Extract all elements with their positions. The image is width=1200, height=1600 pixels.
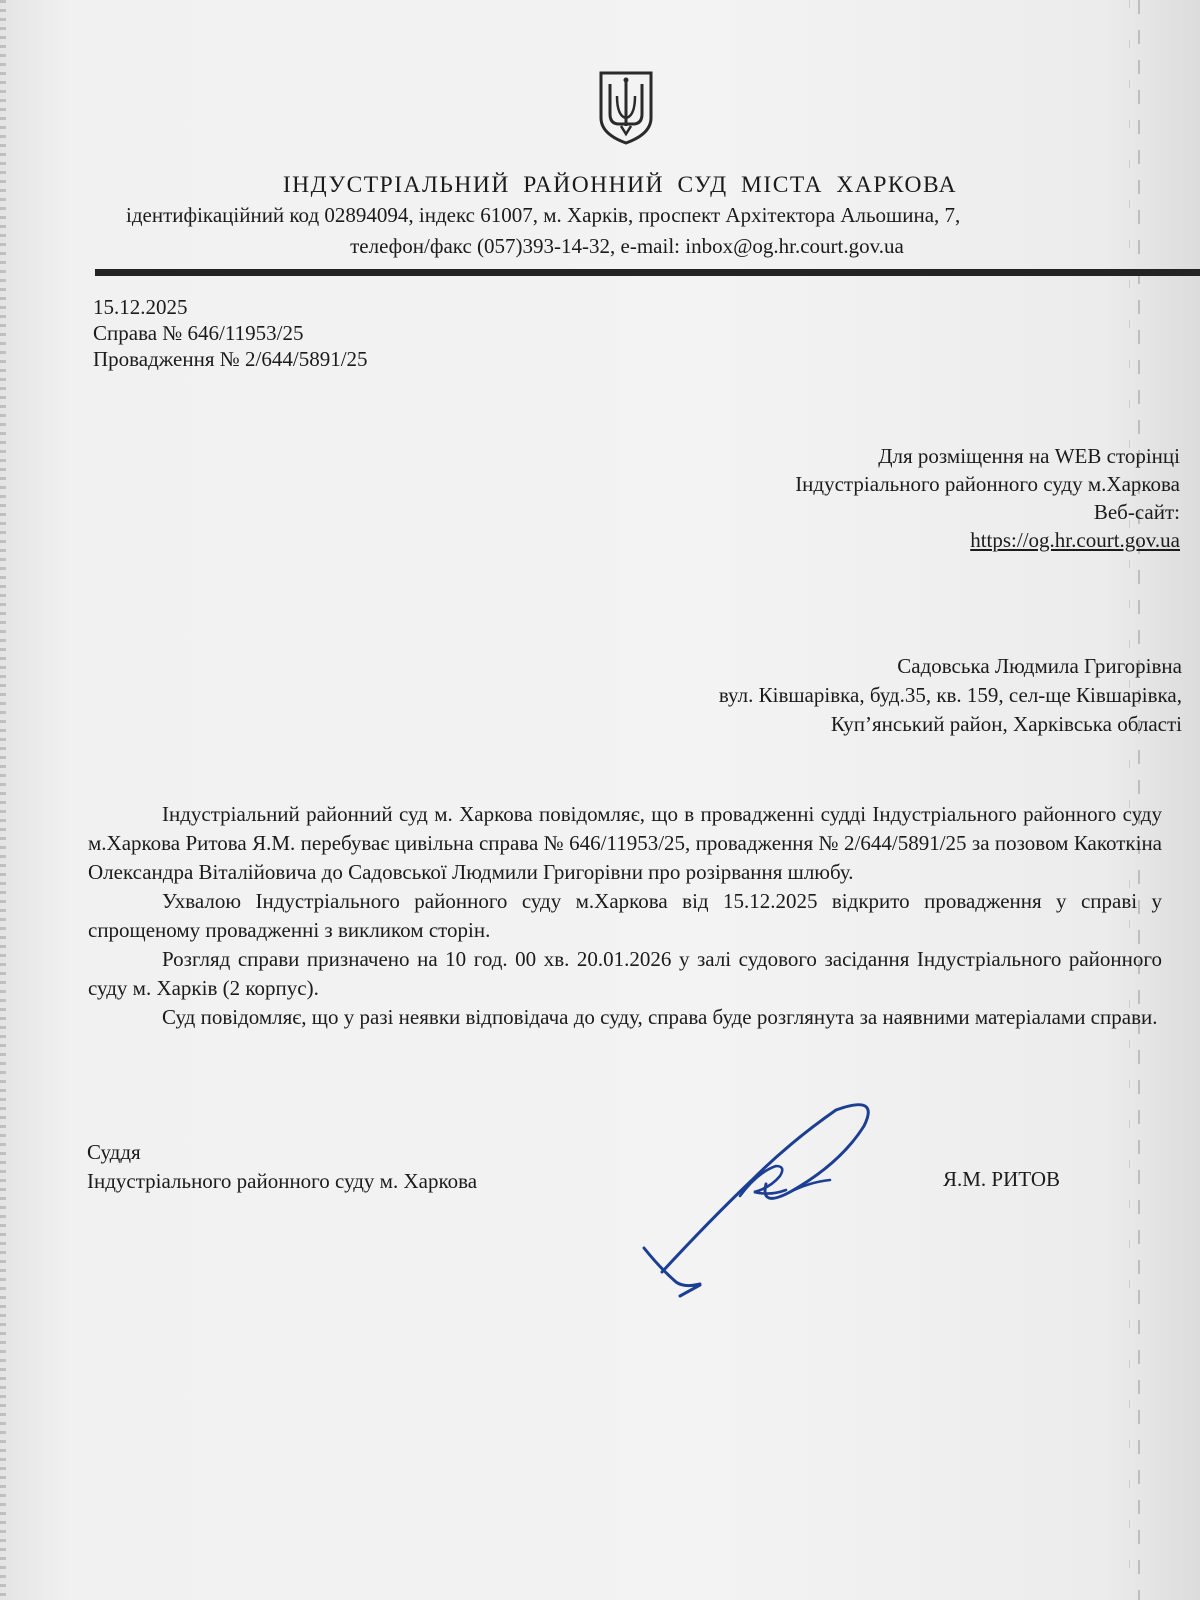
header-divider (95, 269, 1200, 276)
body-paragraph: Індустріальний районний суд м. Харкова повідомляє, що в провадженні судді Індустріального районного суду м.Харкова Ритова Я.М. перебуває цивільна справа № 646/11953/25, провадження № 2/644/5891/25 за позовом Какоткіна Олександра Віталійовича до Садовської Людмили Григорівни про розірвання шлюбу. (88, 802, 1162, 884)
placement-line-2: Індустріального районного суду м.Харкова (795, 472, 1180, 496)
body-paragraph: Розгляд справи призначено на 10 год. 00 хв. 20.01.2026 у залі судового засідання Індустріального районного суду м. Харків (2 корпус). (88, 947, 1162, 1000)
document-meta (93, 294, 368, 372)
body-paragraph: Ухвалою Індустріального районного суду м.Харкова від 15.12.2025 відкрито провадження у справі у спрощеному провадженні з викликом сторін. (88, 889, 1162, 942)
court-address-line: ідентифікаційний код 02894094, індекс 61007, м. Харків, проспект Архітектора Альошина, 7, (126, 203, 961, 227)
court-contacts-line: телефон/факс (057)393-14-32, e-mail: inbox@og.hr.court.gov.ua (350, 234, 904, 258)
judge-title-block (87, 1138, 477, 1196)
addressee-region: Куп’янський район, Харківська області (830, 712, 1182, 736)
notice-body (88, 800, 1162, 1032)
placement-line-1: Для розміщення на WEB сторінці (878, 444, 1180, 468)
addressee-name: Садовська Людмила Григорівна (897, 654, 1182, 678)
court-name-heading: ІНДУСТРІАЛЬНИЙ РАЙОННИЙ СУД МІСТА ХАРКОВА (282, 172, 958, 198)
body-paragraph: Суд повідомляє, що у разі неявки відповідача до суду, справа буде розглянута за наявними матеріалами справи. (162, 1005, 1158, 1029)
addressee-street: вул. Ківшарівка, буд.35, кв. 159, сел-ще Ківшарівка, (718, 683, 1182, 707)
addressee-block (719, 652, 1182, 739)
web-placement-note (795, 442, 1180, 554)
case-number: Справа № 646/11953/25 (93, 321, 304, 345)
website-label: Веб-сайт: (1093, 500, 1180, 524)
handwritten-signature-icon (640, 1100, 900, 1310)
website-link[interactable]: https://og.hr.court.gov.ua (970, 528, 1180, 552)
judge-title: Суддя (87, 1140, 141, 1164)
document-date: 15.12.2025 (93, 295, 188, 319)
proceeding-number: Провадження № 2/644/5891/25 (93, 347, 368, 371)
judge-court: Індустріального районного суду м. Харкова (87, 1169, 478, 1193)
trident-coat-of-arms-icon (597, 70, 655, 146)
judge-name: Я.М. РИТОВ (943, 1167, 1060, 1191)
